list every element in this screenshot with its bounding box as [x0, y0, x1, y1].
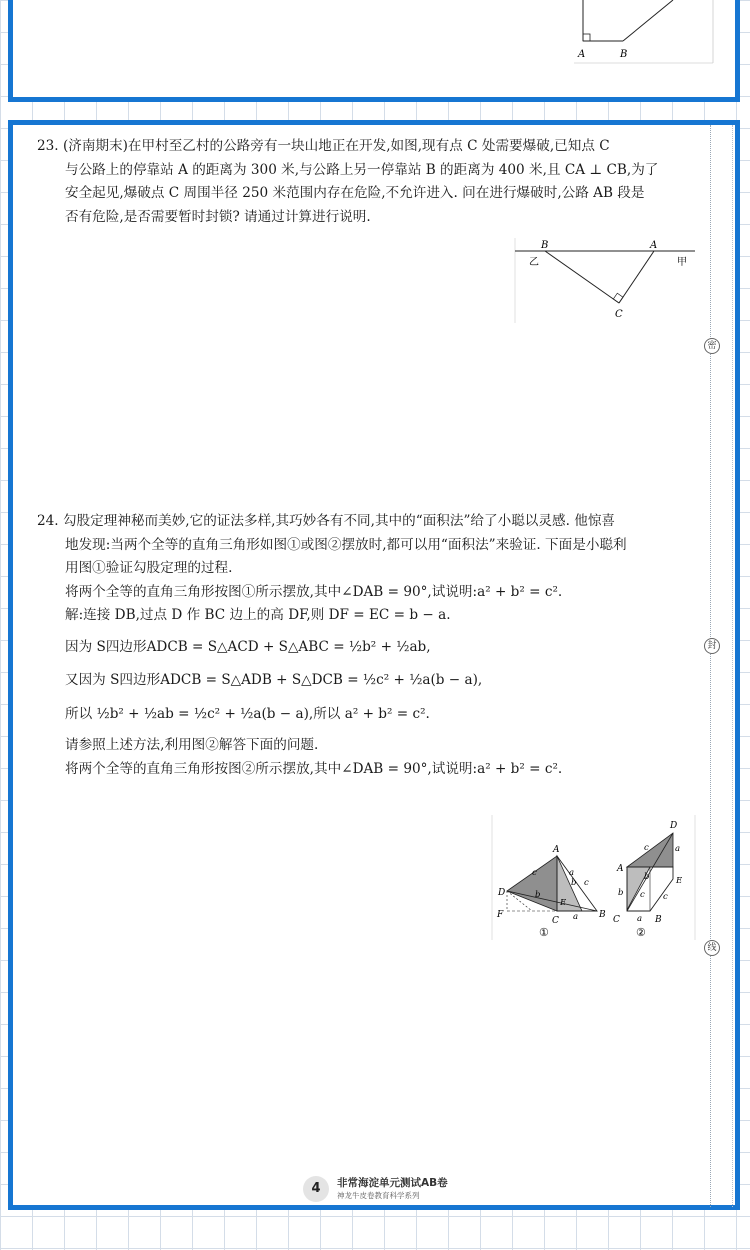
svg-text:B: B [599, 910, 606, 920]
figure-label-a: A [578, 49, 586, 60]
q24-line2: 地发现:当两个全等的直角三角形如图①或图②摆放时,都可以用“面积法”来验证. 下面是小聪利 [65, 536, 627, 553]
svg-text:b: b [644, 872, 650, 882]
page-footer [303, 1172, 503, 1208]
svg-text:D: D [498, 888, 506, 898]
svg-text:C: C [613, 915, 620, 925]
questions-content [37, 135, 697, 939]
svg-text:c: c [644, 843, 649, 853]
binding-dotted-line [710, 125, 711, 1207]
svg-text:b: b [618, 888, 624, 898]
svg-text:E: E [560, 898, 567, 908]
q23-line2: 与公路上的停靠站 A 的距离为 300 米,与公路上另一停靠站 B 的距离为 400 米,且 CA ⊥ CB,为了 [65, 161, 659, 178]
q24-eq3 [37, 703, 697, 727]
q24-line4: 将两个全等的直角三角形按图①所示摆放,其中∠DAB = 90°,试说明:a² + b² = c². [65, 583, 563, 600]
svg-text:A: A [617, 864, 624, 874]
brand-title: 非常海淀单元测试AB卷 [337, 1177, 448, 1189]
q24-eq2-prefix: 又因为 [65, 672, 106, 688]
q24-eq1 [37, 636, 697, 660]
q24-line1: 24. 勾股定理神秘而美妙,它的证法多样,其巧妙各有不同,其中的“面积法”给了小聪以灵感. 他惊喜 [37, 513, 616, 529]
svg-text:a: a [675, 844, 681, 854]
svg-text:c: c [663, 892, 668, 902]
q24-eq1-math: S四边形ADCB = S△ACD + S△ABC = ½b² + ½ab, [96, 638, 431, 655]
q24-eq3-prefix: 所以 [65, 705, 93, 722]
q24-figures [487, 815, 697, 940]
q24-line7: 将两个全等的直角三角形按图②所示摆放,其中∠DAB = 90°,试说明:a² + b² = c². [65, 760, 563, 777]
svg-text:E: E [676, 876, 683, 886]
figure-label-b: B [620, 49, 628, 60]
figure-2 [613, 821, 683, 939]
svg-text:F: F [497, 910, 504, 920]
q24-eq2-math: S四边形ADCB = S△ADB + S△DCB = ½c² + ½a(b − a), [110, 672, 483, 688]
q23-label-b: B [541, 240, 549, 251]
svg-text:c: c [584, 878, 589, 888]
q23-line4: 否有危险,是否需要暂时封锁? 请通过计算进行说明. [65, 208, 371, 225]
previous-figure [568, 0, 718, 65]
figure-1-caption: ① [539, 926, 549, 939]
page-number: 4 [303, 1176, 329, 1202]
svg-text:a: a [573, 912, 579, 922]
main-question-panel [8, 120, 740, 1210]
svg-text:b: b [571, 878, 577, 888]
seal-feng: 封 [704, 638, 720, 654]
seal-mi: 密 [704, 338, 720, 354]
svg-text:A: A [553, 845, 560, 855]
q24-line5: 解:连接 DB,过点 D 作 BC 边上的高 DF,则 DF = EC = b − a. [65, 607, 451, 623]
svg-text:c: c [640, 890, 645, 900]
seal-xian: 线 [704, 940, 720, 956]
q24-line6: 请参照上述方法,利用图②解答下面的问题. [65, 737, 319, 753]
q23-label-jia: 甲 [677, 257, 687, 268]
q24-eq1-prefix: 因为 [65, 638, 93, 655]
svg-text:a: a [569, 868, 575, 878]
q23-line1: 23. (济南期末)在甲村至乙村的公路旁有一块山地正在开发,如图,现有点 C 处需要爆破,已知点 C [37, 138, 610, 154]
svg-text:b: b [535, 890, 541, 900]
q24-eq2 [37, 669, 697, 693]
q23-figure [507, 238, 697, 323]
q24-eq3-math: ½b² + ½ab = ½c² + ½a(b − a),所以 a² + b² = c². [96, 705, 430, 722]
svg-text:c: c [532, 868, 537, 878]
figure-2-caption: ② [636, 926, 646, 939]
svg-text:D: D [670, 821, 678, 831]
question-23 [37, 135, 697, 229]
q23-label-c: C [615, 309, 623, 320]
svg-text:a: a [637, 914, 643, 924]
previous-question-panel [8, 0, 740, 102]
svg-text:C: C [552, 916, 559, 926]
svg-text:B: B [655, 915, 662, 925]
figure-1 [496, 845, 606, 939]
q23-line3: 安全起见,爆破点 C 周围半径 250 米范围内存在危险,不允许进入. 问在进行爆破时,公路 AB 段是 [65, 185, 645, 201]
q23-label-a: A [650, 240, 658, 251]
q24-line3: 用图①验证勾股定理的过程. [65, 560, 233, 576]
binding-dotted-line-outer [732, 125, 733, 1207]
question-24 [37, 510, 697, 781]
brand-subtitle: 神龙牛皮卷教育科学系列 [337, 1191, 420, 1200]
q23-label-yi: 乙 [529, 257, 539, 268]
